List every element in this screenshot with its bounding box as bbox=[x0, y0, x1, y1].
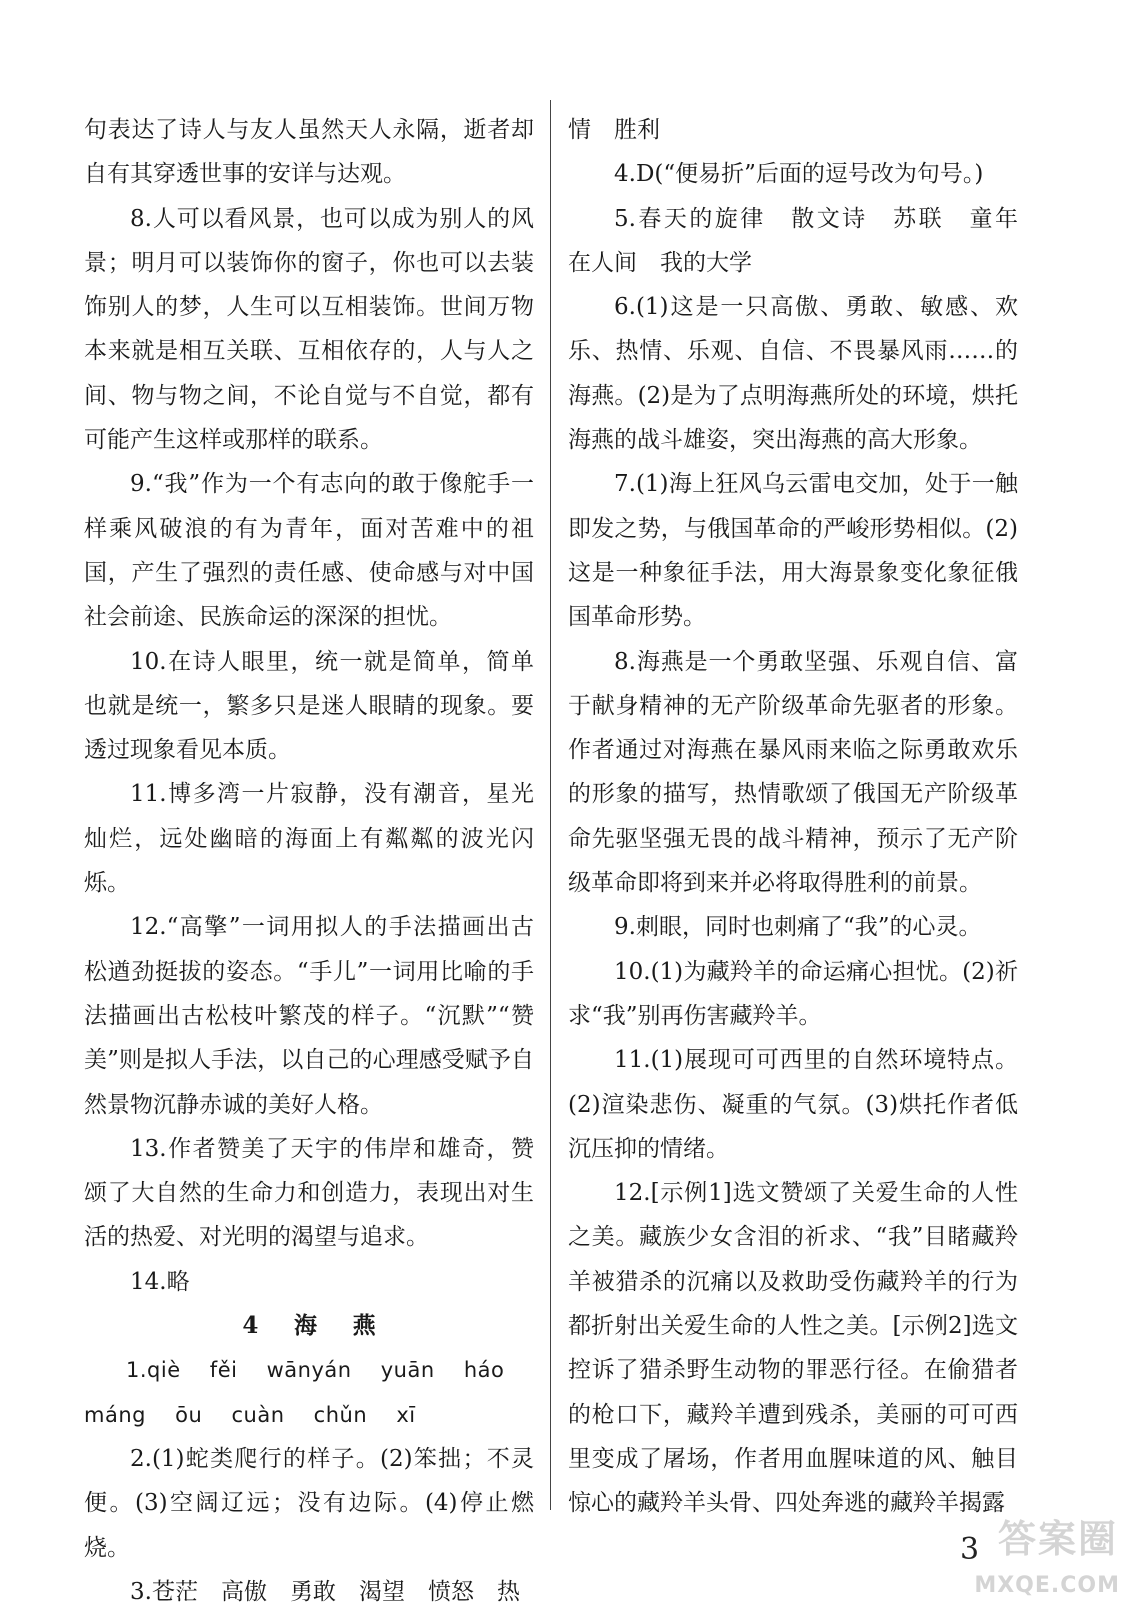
answer-4: 4.D(“便易折”后面的逗号改为句号。) bbox=[614, 161, 984, 188]
watermark-logo: 答案圈 bbox=[997, 1517, 1118, 1561]
question-2-answer: 2.(1)蛇类爬行的样子。(2)笨拙；不灵便。(3)空阔辽远；没有边际。(4)停止燃烧。 bbox=[84, 1445, 534, 1561]
watermark-url: MXQE.COM bbox=[974, 1573, 1120, 1598]
answer-paragraph: 句表达了诗人与友人虽然天人永隔，逝者却自有其穿透世事的安详与达观。 bbox=[84, 117, 534, 188]
answer-9: 9.刺眼，同时也刺痛了“我”的心灵。 bbox=[614, 914, 982, 941]
section-heading: 4 海 燕 bbox=[242, 1312, 390, 1340]
answer-paragraph: 情 胜利 bbox=[568, 117, 660, 143]
answer-8: 8.海燕是一个勇敢坚强、乐观自信、富于献身精神的无产阶级革命先驱者的形象。作者通过对海燕在暴风雨来临之际勇敢欢乐的形象的描写，热情歌颂了俄国无产阶级革命先驱坚强无畏的战斗精神，预示了无产阶级革命即将到来并必将取得胜利的前景。 bbox=[568, 648, 1018, 897]
page-number: 3 bbox=[960, 1532, 980, 1567]
pinyin-line-2: máng ōu cuàn chǔn xī bbox=[84, 1402, 416, 1427]
answer-11: 11.(1)展现可可西里的自然环境特点。(2)渲染悲伤、凝重的气氛。(3)烘托作者低沉压抑的情绪。 bbox=[568, 1047, 1018, 1162]
left-column bbox=[84, 108, 534, 1614]
column-divider bbox=[550, 100, 551, 1510]
pinyin-line-1: 1.qiè fěi wānyán yuān háo bbox=[126, 1358, 505, 1383]
answer-12: 12.[示例1]选文赞颂了关爱生命的人性之美。藏族少女含泪的祈求、“我”目睹藏羚羊被猎杀的沉痛以及救助受伤藏羚羊的行为都折射出关爱生命的人性之美。[示例2]选文控诉了猎杀野生动物的罪恶行径。在偷猎者的枪口下，藏羚羊遭到残杀，美丽的可可西里变成了屠场，作者用血腥味道的风、触目惊心的藏羚羊头骨、四处奔逃的藏羚羊揭露 bbox=[568, 1180, 1018, 1517]
right-column bbox=[568, 108, 1041, 1526]
answer-14: 14.略 bbox=[130, 1268, 190, 1295]
answer-9: 9.“我”作为一个有志向的敢于像舵手一样乘风破浪的有为青年，面对苦难中的祖国，产生了强烈的责任感、使命感与对中国社会前途、民族命运的深深的担忧。 bbox=[84, 471, 534, 631]
answer-12: 12.“高擎”一词用拟人的手法描画出古松遒劲挺拔的姿态。“手儿”一词用比喻的手法描画出古松枝叶繁茂的样子。“沉默”“赞美”则是拟人手法，以自己的心理感受赋予自然景物沉静赤诚的美好人格。 bbox=[84, 914, 534, 1118]
answer-10: 10.(1)为藏羚羊的命运痛心担忧。(2)祈求“我”别再伤害藏羚羊。 bbox=[568, 958, 1018, 1029]
answer-8: 8.人可以看风景，也可以成为别人的风景；明月可以装饰你的窗子，你也可以去装饰别人的梦，人生可以互相装饰。世间万物本来就是相互关联、互相依存的，人与人之间、物与物之间，不论自觉与不自觉，都有可能产生这样或那样的联系。 bbox=[84, 205, 534, 454]
answer-5: 5.春天的旋律 散文诗 苏联 童年 在人间 我的大学 bbox=[568, 205, 1041, 276]
watermark bbox=[916, 1508, 1128, 1600]
answer-7: 7.(1)海上狂风乌云雷电交加，处于一触即发之势，与俄国革命的严峻形势相似。(2)这是一种象征手法，用大海景象变化象征俄国革命形势。 bbox=[568, 471, 1018, 631]
answer-6: 6.(1)这是一只高傲、勇敢、敏感、欢乐、热情、乐观、自信、不畏暴风雨……的海燕。(2)是为了点明海燕所处的环境，烘托海燕的战斗雄姿，突出海燕的高大形象。 bbox=[568, 294, 1018, 454]
answer-10: 10.在诗人眼里，统一就是简单，简单也就是统一，繁多只是迷人眼睛的现象。要透过现象看见本质。 bbox=[84, 648, 534, 764]
answer-13: 13.作者赞美了天宇的伟岸和雄奇，赞颂了大自然的生命力和创造力，表现出对生活的热爱、对光明的渴望与追求。 bbox=[84, 1135, 534, 1251]
answer-11: 11.博多湾一片寂静，没有潮音，星光灿烂，远处幽暗的海面上有粼粼的波光闪烁。 bbox=[84, 781, 534, 897]
question-3-answer: 3.苍茫 高傲 勇敢 渴望 愤怒 热 bbox=[130, 1578, 520, 1605]
